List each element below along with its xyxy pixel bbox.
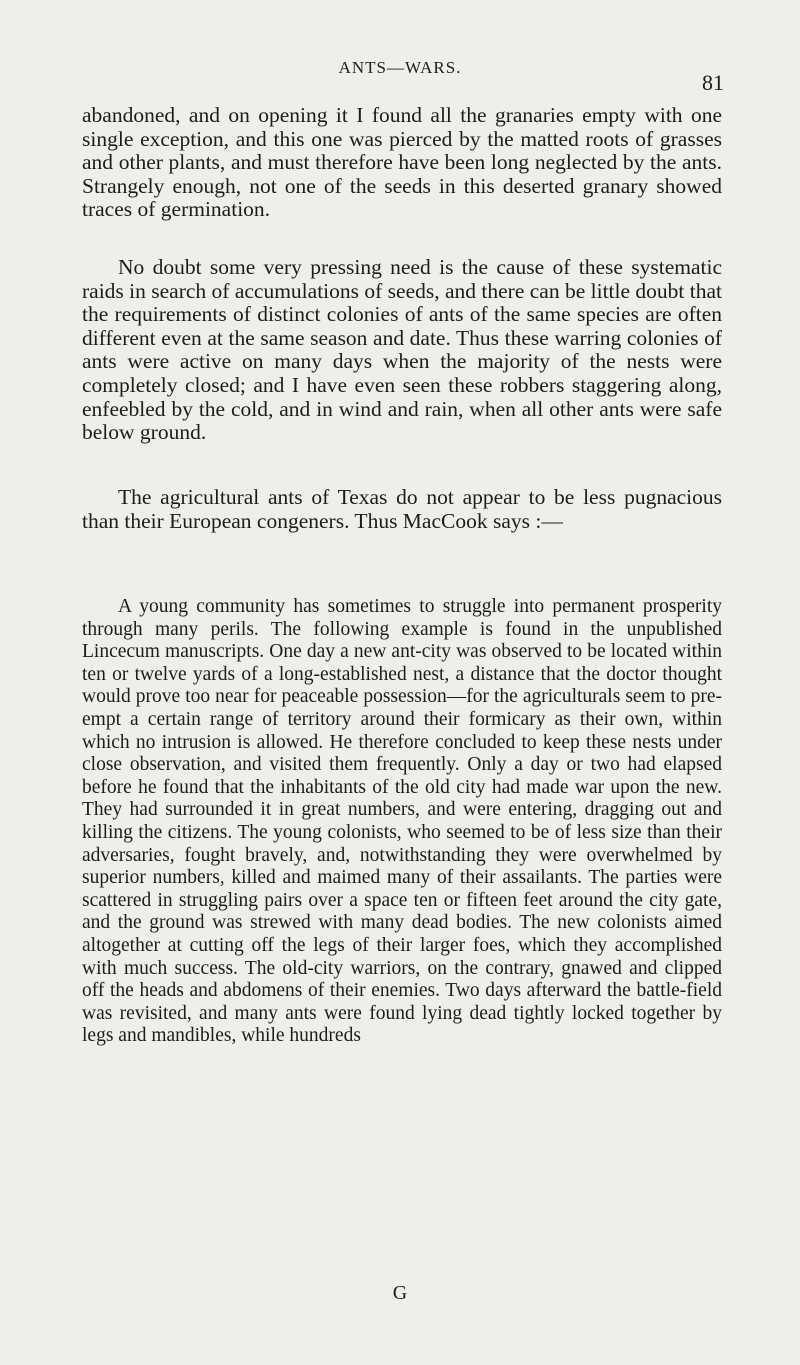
paragraph: abandoned, and on opening it I found all the granaries empty with one single exception, and this one was pierced by the matted roots of grasses and other plants, and must therefore have been long neglected by the ants. Strangely enough, not one of the seeds in this deserted granary showed traces of germination. (82, 103, 722, 222)
paragraph: The agricultural ants of Texas do not appear to be less pugnacious than their European congeners. Thus MacCook says :— (82, 485, 722, 533)
running-head: ANTS—WARS. (338, 58, 462, 77)
page-number: 81 (702, 70, 724, 95)
paragraph: No doubt some very pressing need is the cause of these systematic raids in search of accumulations of seeds, and there can be little doubt that the requirements of distinct colonies of ants of the same species are often different even at the same season and date. Thus these warring colonies of ants were active on many days when the majority of the nests were completely closed; and I have even seen these robbers staggering along, enfeebled by the cold, and in wind and rain, when all other ants were safe below ground. (82, 255, 723, 445)
signature-mark: G (392, 1282, 408, 1304)
block-quote: A young community has sometimes to struggle into permanent prosperity through many perils. The following example is found in the unpublished Lincecum manuscripts. One day a new ant-city was observed to be located within ten or twelve yards of a long-established nest, a distance that the doctor thought would prove too near for peaceable possession—for the agriculturals seem to pre-empt a certain range of territory around their formicary as their own, within which no intrusion is allowed. He therefore concluded to keep these nests under close observation, and visited them frequently. Only a day or two had elapsed before he found that the inhabitants of the old city had made war upon the new. They had surrounded it in great numbers, and were entering, dragging out and killing the citizens. The young colonists, who seemed to be of less size than their adversaries, fought bravely, and, notwithstanding they were overwhelmed by superior numbers, killed and maimed many of their assailants. The parties were scattered in struggling pairs over a space ten or fifteen feet around the city gate, and the ground was strewed with many dead bodies. The new colonists aimed altogether at cutting off the legs of their larger foes, which they accomplished with much success. The old-city warriors, on the contrary, gnawed and clipped off the heads and abdomens of their enemies. Two days afterward the battle-field was revisited, and many ants were found lying dead tightly locked together by legs and mandibles, while hundreds (82, 596, 722, 1047)
